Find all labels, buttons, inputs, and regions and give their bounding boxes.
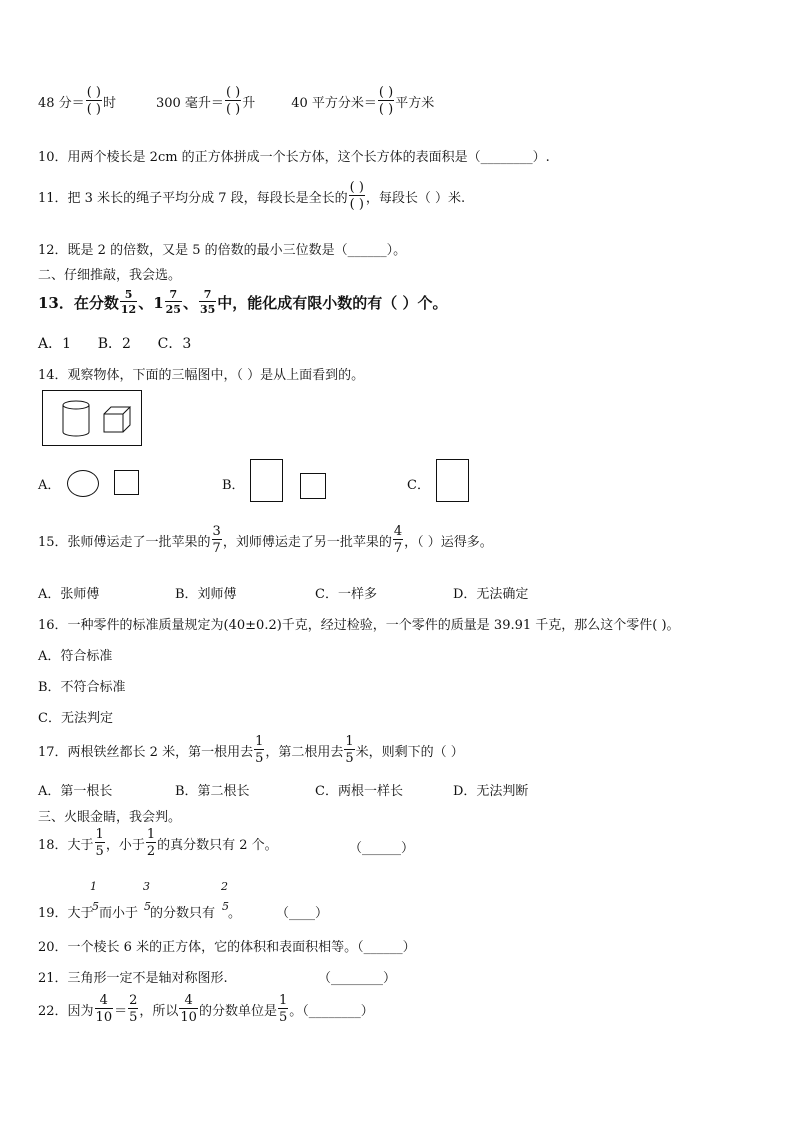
q9-a-unit: 时 <box>102 95 116 111</box>
q13-options[interactable]: A．1 B．2 C．3 <box>38 336 192 352</box>
q11-fraction <box>349 181 365 211</box>
q9-b-num-blank[interactable]: ( ) <box>225 85 241 100</box>
q17-f2-num: 1 <box>345 734 354 749</box>
q9-a-label: 48 分＝ <box>38 95 85 111</box>
q9-c-num-blank[interactable]: ( ) <box>378 85 394 100</box>
q14-option-c-label[interactable]: C． <box>407 478 430 493</box>
q15-fraction-2 <box>393 525 403 555</box>
q15-fraction-1 <box>212 525 222 555</box>
question-19[interactable] <box>38 876 438 920</box>
q15-f1-den: 7 <box>212 541 221 556</box>
q19-f3-num: 2 <box>221 880 228 893</box>
q15-f2-num: 4 <box>393 524 403 539</box>
q15-option-b[interactable]: B．刘师傅 <box>175 587 237 602</box>
q21-answer-blank[interactable]: （________） <box>318 971 397 986</box>
q22-equals: ＝ <box>114 1003 128 1019</box>
q15-option-a[interactable]: A．张师傅 <box>38 587 100 602</box>
q18-f2-num: 1 <box>146 827 156 842</box>
q16-option-c[interactable]: C．无法判定 <box>38 711 113 726</box>
question-21: 21．三角形一定不是轴对称图形. <box>38 971 228 986</box>
question-16[interactable]: 16．一种零件的标准质量规定为(40±0.2)千克，经过检验，一个零件的质量是 39.91 千克，那么这个零件( )。 <box>38 618 680 633</box>
q17-f1-num: 1 <box>255 734 264 749</box>
q9-b-unit: 升 <box>242 95 256 111</box>
q22-f1-den: 10 <box>95 1010 113 1025</box>
q22-f4-den: 5 <box>278 1010 288 1025</box>
q22-text: 22．因为 <box>38 1003 94 1019</box>
q18-text: 18．大于 <box>38 837 94 853</box>
q13-tail: 中，能化成有限小数的有（ ）个。 <box>217 293 448 312</box>
q17-f2-den: 5 <box>345 751 354 766</box>
question-17[interactable] <box>38 735 464 765</box>
q15-tail: ，（ ）运得多。 <box>404 534 493 550</box>
circle-shape-icon <box>67 470 99 497</box>
question-22[interactable] <box>38 994 374 1024</box>
q9-c-unit: 平方米 <box>395 95 435 111</box>
q14-option-a-label[interactable]: A． <box>38 478 61 493</box>
q13-f2-num: 7 <box>169 288 178 301</box>
q16-option-a[interactable]: A．符合标准 <box>38 649 113 664</box>
q22-f2-num: 2 <box>129 993 138 1008</box>
q13-sep2: 、 <box>182 293 198 312</box>
q22-f1-num: 4 <box>99 993 108 1008</box>
q19-f2-den: 5 <box>144 900 151 913</box>
question-14[interactable]: 14．观察物体，下面的三幅图中，（ ）是从上面看到的。 <box>38 368 365 383</box>
q18-f1-den: 5 <box>95 844 104 859</box>
q11-text: 11．把 3 米长的绳子平均分成 7 段，每段长是全长的 <box>38 190 348 206</box>
q22-fraction-1 <box>95 994 114 1024</box>
q13-f1-den: 12 <box>120 303 137 316</box>
q18-mid: ，小于 <box>105 837 145 853</box>
q22-f3-num: 4 <box>184 993 193 1008</box>
q22-f2-den: 5 <box>129 1010 138 1025</box>
q22-fraction-4 <box>278 994 288 1024</box>
question-13[interactable] <box>38 289 448 315</box>
question-10[interactable]: 10．用两个棱长是 2cm 的正方体拼成一个长方体，这个长方体的表面积是（________）. <box>38 150 550 165</box>
q11-num-blank[interactable]: ( ) <box>349 180 364 195</box>
question-12[interactable]: 12．既是 2 的倍数，又是 5 的倍数的最小三位数是（______）。 <box>38 243 407 258</box>
q19-mid2: 的分数只有 <box>150 906 216 921</box>
q9-b-fraction <box>225 86 241 116</box>
q17-tail: 米，则剩下的（ ） <box>355 744 464 760</box>
q13-fraction-2 <box>165 289 182 315</box>
question-18[interactable] <box>38 828 278 858</box>
q13-f3-den: 35 <box>199 303 216 316</box>
q22-mid: ，所以 <box>139 1003 179 1019</box>
q9-c-fraction <box>378 86 394 116</box>
q17-option-d[interactable]: D．无法判断 <box>453 784 529 799</box>
q13-fraction-1 <box>120 289 137 315</box>
q15-option-d[interactable]: D．无法确定 <box>453 587 529 602</box>
q13-f2-den: 25 <box>165 303 181 316</box>
q14-option-b-label[interactable]: B． <box>222 478 245 493</box>
q14-objects-drawing <box>43 391 141 445</box>
q17-option-c[interactable]: C．两根一样长 <box>315 784 403 799</box>
question-15[interactable] <box>38 525 493 555</box>
q15-option-c[interactable]: C．一样多 <box>315 587 377 602</box>
q17-fraction-2 <box>344 735 354 765</box>
square-shape-icon <box>114 470 139 495</box>
q9-b-den-blank[interactable]: ( ) <box>225 102 241 117</box>
q17-mid: ，第二根用去 <box>265 744 344 760</box>
q15-mid: ，刘师傅运走了另一批苹果的 <box>222 534 392 550</box>
q22-f3-den: 10 <box>180 1010 197 1025</box>
q11-den-blank[interactable]: ( ) <box>349 197 364 212</box>
cylinder-icon <box>63 401 89 436</box>
q17-text: 17．两根铁丝都长 2 米，第一根用去 <box>38 744 254 760</box>
cube-icon <box>104 407 130 432</box>
q13-fraction-3 <box>199 289 216 315</box>
q15-f2-den: 7 <box>393 541 403 556</box>
tall-rectangle-c-icon <box>436 459 469 502</box>
q9-a-den-blank[interactable]: ( ) <box>86 102 101 117</box>
question-11[interactable] <box>38 181 465 211</box>
q9-row <box>38 86 434 116</box>
q17-option-a[interactable]: A．第一根长 <box>38 784 113 799</box>
q19-f3-den: 5 <box>222 900 229 913</box>
q13-text: 13．在分数 <box>38 293 119 312</box>
q17-f1-den: 5 <box>255 751 264 766</box>
q18-answer-blank[interactable]: （______） <box>349 841 415 856</box>
q22-fraction-3 <box>179 994 198 1024</box>
q9-b-label: 300 毫升＝ <box>155 95 224 111</box>
q19-tail: 。 <box>228 906 242 921</box>
q19-text: 19．大于 <box>38 906 94 921</box>
q16-option-b[interactable]: B．不符合标准 <box>38 680 126 695</box>
q19-answer-blank[interactable]: （____） <box>276 906 329 921</box>
q18-fraction-1 <box>95 828 105 858</box>
q17-option-b[interactable]: B．第二根长 <box>175 784 250 799</box>
q19-f2-num: 3 <box>143 880 150 893</box>
question-20[interactable]: 20．一个棱长 6 米的正方体，它的体积和表面积相等。（______） <box>38 940 416 955</box>
q22-fraction-2 <box>128 994 138 1024</box>
q18-tail: 的真分数只有 2 个。 <box>157 837 278 853</box>
q18-f2-den: 2 <box>146 844 156 859</box>
q9-a-fraction <box>86 86 102 116</box>
q11-tail[interactable]: ，每段长（ ）米. <box>365 190 466 206</box>
q22-f4-num: 1 <box>278 993 288 1008</box>
section-3-heading: 三、火眼金睛，我会判。 <box>38 810 182 825</box>
q19-f1-den: 5 <box>92 900 99 913</box>
q13-f3-num: 7 <box>203 288 212 301</box>
tall-rectangle-icon <box>250 459 283 502</box>
q13-sep1: 、1 <box>138 293 164 312</box>
small-square-icon <box>300 473 326 499</box>
q22-mid2: 的分数单位是 <box>198 1003 277 1019</box>
q9-c-den-blank[interactable]: ( ) <box>378 102 394 117</box>
q15-f1-num: 3 <box>212 524 221 539</box>
q22-tail[interactable]: 。（________） <box>289 1003 374 1019</box>
q13-f1-num: 5 <box>124 288 133 301</box>
q9-c-label: 40 平方分米＝ <box>291 95 377 111</box>
q9-a-num-blank[interactable]: ( ) <box>86 85 101 100</box>
q19-mid: 而小于 <box>99 906 139 921</box>
section-2-heading: 二、仔细推敲，我会选。 <box>38 268 182 283</box>
q18-fraction-2 <box>146 828 156 858</box>
q17-fraction-1 <box>254 735 264 765</box>
q14-object-box <box>42 390 142 446</box>
q18-f1-num: 1 <box>95 827 104 842</box>
q19-f1-num: 1 <box>90 880 97 893</box>
q15-text: 15．张师傅运走了一批苹果的 <box>38 534 211 550</box>
